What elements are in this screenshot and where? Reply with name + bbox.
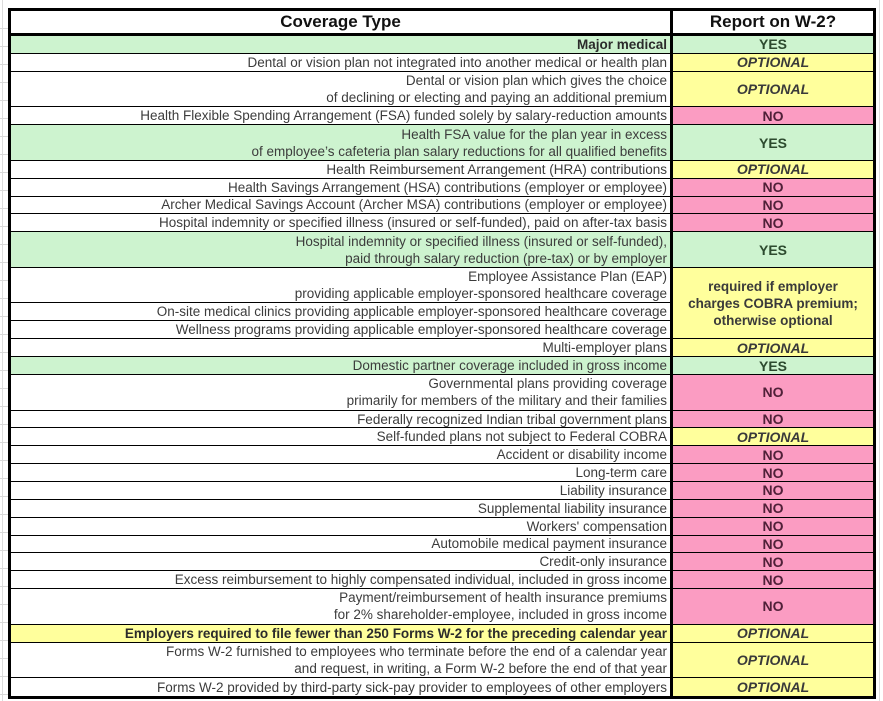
coverage-cell <box>11 107 670 124</box>
coverage-cell <box>11 214 670 231</box>
table-row <box>11 589 873 625</box>
coverage-text-line: Health Savings Arrangement (HSA) contributions (employer or employee) <box>228 179 667 195</box>
answer-cell: OPTIONAL <box>670 54 873 71</box>
table-row <box>11 54 873 72</box>
answer-cell: NO <box>670 553 873 570</box>
coverage-cell <box>11 518 670 535</box>
coverage-cell <box>11 321 670 339</box>
table-row <box>11 500 873 518</box>
table-row <box>11 107 873 125</box>
coverage-text-line: Archer Medical Savings Account (Archer MSA) contributions (employer or employee) <box>161 197 667 213</box>
answer-cell: OPTIONAL <box>670 339 873 356</box>
table-row <box>11 339 873 357</box>
table-row <box>11 232 873 268</box>
coverage-text-line: primarily for members of the military and their families <box>346 393 667 409</box>
table-row <box>11 411 873 429</box>
coverage-text-line: of employee’s cafeteria plan salary reductions for all qualified benefits <box>251 143 667 159</box>
coverage-cell <box>11 375 670 410</box>
answer-cell: NO <box>670 518 873 535</box>
table-row <box>11 571 873 589</box>
coverage-text-line: Health Reimbursement Arrangement (HRA) contributions <box>326 161 667 177</box>
coverage-text-line: for 2% shareholder-employee, included in gross income <box>333 607 667 623</box>
answer-cell: YES <box>670 36 873 53</box>
table-row <box>11 214 873 232</box>
coverage-cell <box>11 125 670 160</box>
answer-cell: YES <box>670 125 873 160</box>
answer-cell: NO <box>670 482 873 499</box>
coverage-text-line: Multi-employer plans <box>542 340 667 356</box>
answer-cell <box>670 268 873 338</box>
answer-cell: NO <box>670 179 873 196</box>
coverage-text-line: Employers required to file fewer than 250 Forms W-2 for the preceding calendar year <box>124 625 667 641</box>
coverage-cell <box>11 643 670 678</box>
margin-gridline-right <box>879 0 880 701</box>
coverage-cell <box>11 36 670 53</box>
table-row <box>11 518 873 536</box>
answer-cell: NO <box>670 571 873 588</box>
coverage-text-line: Excess reimbursement to highly compensated individual, included in gross income <box>174 572 667 588</box>
answer-text-line: charges COBRA premium; <box>688 295 858 311</box>
answer-cell: NO <box>670 214 873 231</box>
coverage-type-header: Coverage Type <box>280 12 401 31</box>
answer-cell: NO <box>670 464 873 481</box>
coverage-text-line: On-site medical clinics providing applicable employer-sponsored healthcare coverage <box>156 303 667 319</box>
answer-cell: NO <box>670 107 873 124</box>
coverage-subrow-stack <box>11 268 670 338</box>
answer-cell: YES <box>670 232 873 267</box>
coverage-cell <box>11 625 670 642</box>
answer-cell: OPTIONAL <box>670 428 873 445</box>
table-row <box>11 428 873 446</box>
answer-cell: OPTIONAL <box>670 72 873 107</box>
table-row <box>11 357 873 375</box>
answer-cell: NO <box>670 589 873 624</box>
coverage-text-line: Supplemental liability insurance <box>477 500 667 516</box>
coverage-cell <box>11 464 670 481</box>
coverage-cell <box>11 553 670 570</box>
coverage-text-line: Automobile medical payment insurance <box>431 536 667 552</box>
table-row <box>11 464 873 482</box>
coverage-text-line: Forms W-2 furnished to employees who terminate before the end of a calendar year <box>165 643 667 659</box>
coverage-text-line: Health Flexible Spending Arrangement (FSA) funded solely by salary-reduction amounts <box>140 108 667 124</box>
coverage-cell <box>11 571 670 588</box>
table-row <box>11 678 873 696</box>
coverage-text-line: and request, in writing, a Form W-2 before the end of that year <box>294 660 667 676</box>
answer-cell: NO <box>670 500 873 517</box>
coverage-text-line: paid through salary reduction (pre-tax) or by employer <box>345 250 667 266</box>
coverage-text-line: Workers' compensation <box>526 518 667 534</box>
table-row <box>11 643 873 679</box>
answer-cell: YES <box>670 357 873 374</box>
coverage-text-line: Wellness programs providing applicable employer-sponsored healthcare coverage <box>175 321 667 337</box>
coverage-text-line: Health FSA value for the plan year in excess <box>401 126 667 142</box>
coverage-cell <box>11 268 670 303</box>
coverage-text-line: Payment/reimbursement of health insurance premiums <box>339 590 667 606</box>
table-row <box>11 375 873 411</box>
answer-cell: NO <box>670 536 873 553</box>
table-row <box>11 197 873 215</box>
table-row <box>11 36 873 54</box>
coverage-cell <box>11 500 670 517</box>
answer-cell: OPTIONAL <box>670 625 873 642</box>
coverage-cell <box>11 179 670 196</box>
coverage-text-line: Hospital indemnity or specified illness (insured or self-funded), <box>295 233 667 249</box>
coverage-cell <box>11 536 670 553</box>
answer-text-line: required if employer <box>708 278 838 294</box>
coverage-text-line: providing applicable employer-sponsored healthcare coverage <box>294 286 667 301</box>
answer-cell: NO <box>670 411 873 428</box>
coverage-cell <box>11 197 670 214</box>
table-row <box>11 125 873 161</box>
table-row <box>11 536 873 554</box>
table-row <box>11 72 873 108</box>
table-row <box>11 161 873 179</box>
coverage-text-line: Dental or vision plan not integrated into another medical or health plan <box>247 54 667 70</box>
table-row <box>11 553 873 571</box>
answer-text-line: otherwise optional <box>713 312 833 328</box>
coverage-text-line: Liability insurance <box>559 482 667 498</box>
coverage-cell <box>11 411 670 428</box>
table-header-row <box>11 11 873 36</box>
coverage-text-line: Governmental plans providing coverage <box>428 376 667 392</box>
coverage-text-line: Long-term care <box>575 465 667 481</box>
answer-cell: OPTIONAL <box>670 678 873 696</box>
coverage-cell <box>11 339 670 356</box>
table-row <box>11 179 873 197</box>
answer-cell: OPTIONAL <box>670 161 873 178</box>
coverage-text-line: Federally recognized Indian tribal government plans <box>357 411 667 427</box>
coverage-cell <box>11 72 670 107</box>
coverage-cell <box>11 303 670 321</box>
coverage-cell <box>11 428 670 445</box>
table-row <box>11 446 873 464</box>
coverage-text-line: Employee Assistance Plan (EAP) <box>468 269 667 284</box>
coverage-text-line: Hospital indemnity or specified illness (insured or self-funded), paid on after-tax basis <box>159 215 667 231</box>
coverage-text-line: Domestic partner coverage included in gross income <box>352 358 667 374</box>
w2-reporting-table <box>8 8 876 699</box>
coverage-text-line: Credit-only insurance <box>539 554 667 570</box>
coverage-text-line: Major medical <box>576 36 667 52</box>
table-row <box>11 268 873 339</box>
coverage-text-line: Forms W-2 provided by third-party sick-pay provider to employees of other employers <box>157 679 667 695</box>
answer-cell: OPTIONAL <box>670 643 873 678</box>
table-row <box>11 625 873 643</box>
coverage-cell <box>11 446 670 463</box>
coverage-text-line: Accident or disability income <box>496 447 667 463</box>
coverage-cell <box>11 161 670 178</box>
answer-cell: NO <box>670 446 873 463</box>
answer-cell: NO <box>670 197 873 214</box>
margin-gridline-ticks <box>0 11 8 697</box>
coverage-cell <box>11 357 670 374</box>
coverage-cell <box>11 54 670 71</box>
coverage-cell <box>11 589 670 624</box>
coverage-cell <box>11 482 670 499</box>
coverage-text-line: of declining or electing and paying an additional premium <box>326 90 667 106</box>
report-on-w2-header: Report on W-2? <box>670 11 873 33</box>
answer-cell: NO <box>670 375 873 410</box>
coverage-cell <box>11 232 670 267</box>
coverage-cell <box>11 678 670 696</box>
coverage-text-line: Self-funded plans not subject to Federal COBRA <box>376 429 667 445</box>
table-row <box>11 482 873 500</box>
coverage-text-line: Dental or vision plan which gives the choice <box>405 73 667 89</box>
